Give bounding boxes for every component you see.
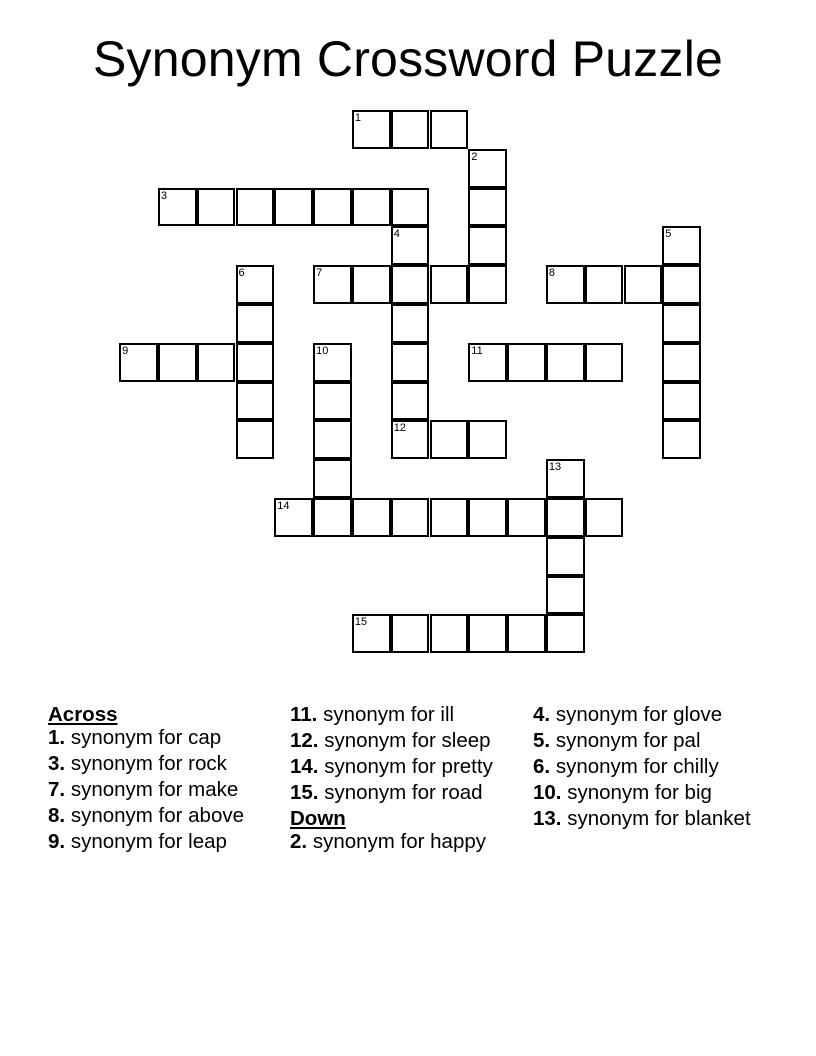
clue-down-4 <box>533 703 773 726</box>
crossword-cell[interactable] <box>197 343 236 382</box>
clue-down-13 <box>533 807 773 830</box>
crossword-cell[interactable] <box>430 614 469 653</box>
crossword-cell-2[interactable] <box>468 149 507 188</box>
crossword-cell[interactable] <box>313 459 352 498</box>
crossword-cell[interactable] <box>585 265 624 304</box>
crossword-cell[interactable] <box>468 188 507 227</box>
clue-across-9 <box>48 830 288 853</box>
crossword-cell[interactable] <box>662 382 701 421</box>
crossword-cell[interactable] <box>236 343 275 382</box>
crossword-cell[interactable] <box>391 110 430 149</box>
crossword-cell[interactable] <box>468 614 507 653</box>
crossword-cell[interactable] <box>313 498 352 537</box>
crossword-cell[interactable] <box>430 265 469 304</box>
cell-number: 2 <box>471 150 478 163</box>
crossword-cell[interactable] <box>391 188 430 227</box>
clue-number: 7. <box>48 778 66 801</box>
crossword-cell[interactable] <box>546 537 585 576</box>
cell-number: 9 <box>122 344 129 357</box>
crossword-cell[interactable] <box>197 188 236 227</box>
clue-across-7 <box>48 778 288 801</box>
cell-number: 1 <box>354 112 362 124</box>
clue-number: 2. <box>290 830 308 853</box>
crossword-cell-4[interactable] <box>391 226 430 265</box>
crossword-cell-8[interactable] <box>546 265 585 304</box>
crossword-cell[interactable] <box>352 498 391 537</box>
crossword-cell[interactable] <box>391 498 430 537</box>
clue-down-2 <box>290 830 530 853</box>
crossword-cell[interactable] <box>391 265 430 304</box>
cell-number: 12 <box>393 422 406 435</box>
crossword-cell[interactable] <box>468 420 507 459</box>
crossword-cell-9[interactable] <box>119 343 158 382</box>
clue-text: synonym for make <box>70 778 239 801</box>
crossword-cell[interactable] <box>468 265 507 304</box>
crossword-cell[interactable] <box>430 420 469 459</box>
clue-number: 13. <box>533 807 562 830</box>
clue-number: 12. <box>290 729 319 752</box>
cell-number: 3 <box>160 189 168 202</box>
cell-number: 7 <box>316 267 323 280</box>
clue-number: 11. <box>290 703 318 726</box>
crossword-cell[interactable] <box>236 382 275 421</box>
crossword-cell[interactable] <box>430 110 469 149</box>
clue-text: synonym for above <box>70 804 245 827</box>
crossword-cell-14[interactable] <box>274 498 313 537</box>
crossword-cell[interactable] <box>313 188 352 227</box>
crossword-cell[interactable] <box>274 188 313 227</box>
clue-number: 6. <box>533 755 551 778</box>
cell-number: 6 <box>238 267 245 280</box>
clue-text: synonym for rock <box>70 752 227 775</box>
crossword-cell-15[interactable] <box>352 614 391 653</box>
clue-number: 10. <box>533 781 562 804</box>
crossword-cell[interactable] <box>546 576 585 615</box>
clue-text: synonym for happy <box>312 830 487 853</box>
clue-down-10 <box>533 781 773 804</box>
cell-number: 5 <box>665 228 672 241</box>
crossword-cell-13[interactable] <box>546 459 585 498</box>
crossword-cell[interactable] <box>236 420 275 459</box>
clue-across-12 <box>290 729 530 752</box>
clue-number: 5. <box>533 729 551 752</box>
clue-text: synonym for ill <box>323 703 455 726</box>
crossword-cell-12[interactable] <box>391 420 430 459</box>
clue-down-6 <box>533 755 773 778</box>
crossword-cell[interactable] <box>468 226 507 265</box>
clue-across-11 <box>290 703 530 726</box>
cell-number: 10 <box>316 344 329 357</box>
crossword-cell[interactable] <box>662 304 701 343</box>
crossword-cell[interactable] <box>236 304 275 343</box>
clue-text: synonym for big <box>567 781 712 804</box>
clue-number: 4. <box>533 703 551 726</box>
cell-number: 15 <box>354 616 368 629</box>
clue-number: 14. <box>290 755 319 778</box>
clue-text: synonym for pal <box>555 729 701 752</box>
clue-across-14 <box>290 755 530 778</box>
across-heading: Across <box>48 703 118 726</box>
crossword-cell[interactable] <box>391 304 430 343</box>
crossword-cell-5[interactable] <box>662 226 701 265</box>
crossword-cell-1[interactable] <box>352 110 391 149</box>
crossword-cell[interactable] <box>585 343 624 382</box>
crossword-cell-3[interactable] <box>158 188 197 227</box>
clue-number: 8. <box>48 804 66 827</box>
page-title: Synonym Crossword Puzzle <box>92 31 724 87</box>
crossword-cell[interactable] <box>391 343 430 382</box>
crossword-cell[interactable] <box>662 265 701 304</box>
clue-number: 9. <box>48 830 66 853</box>
crossword-cell[interactable] <box>313 382 352 421</box>
crossword-cell[interactable] <box>236 188 275 227</box>
clue-across-3 <box>48 752 288 775</box>
clue-text: synonym for pretty <box>324 755 493 778</box>
crossword-cell-7[interactable] <box>313 265 352 304</box>
clue-text: synonym for leap <box>70 830 227 853</box>
clue-across-15 <box>290 781 530 804</box>
crossword-cell[interactable] <box>158 343 197 382</box>
clues-column-1 <box>48 703 288 856</box>
clue-across-8 <box>48 804 288 827</box>
clue-across-1 <box>48 726 288 749</box>
crossword-cell[interactable] <box>662 420 701 459</box>
crossword-cell-11[interactable] <box>468 343 507 382</box>
cell-number: 4 <box>393 228 400 241</box>
clues-column-3 <box>533 703 773 833</box>
crossword-cell[interactable] <box>507 343 546 382</box>
clue-text: synonym for blanket <box>567 807 751 830</box>
crossword-cell[interactable] <box>430 498 469 537</box>
crossword-cell[interactable] <box>391 614 430 653</box>
cell-number: 14 <box>277 500 290 512</box>
clue-number: 3. <box>48 752 66 775</box>
crossword-cell[interactable] <box>662 343 701 382</box>
clues-column-2 <box>290 703 530 856</box>
crossword-cell[interactable] <box>468 498 507 537</box>
crossword-cell[interactable] <box>624 265 663 304</box>
crossword-cell-6[interactable] <box>236 265 275 304</box>
crossword-cell[interactable] <box>507 498 546 537</box>
crossword-cell[interactable] <box>352 265 391 304</box>
clue-number: 1. <box>48 726 66 749</box>
clue-text: synonym for road <box>324 781 483 804</box>
cell-number: 11 <box>471 344 483 357</box>
cell-number: 8 <box>548 267 556 280</box>
crossword-cell[interactable] <box>585 498 624 537</box>
clue-text: synonym for glove <box>555 703 723 726</box>
clue-down-5 <box>533 729 773 752</box>
crossword-cell[interactable] <box>546 614 585 653</box>
crossword-cell[interactable] <box>391 382 430 421</box>
clue-text: synonym for sleep <box>324 729 491 752</box>
cell-number: 13 <box>548 461 562 474</box>
clue-number: 15. <box>290 781 319 804</box>
down-heading: Down <box>290 807 346 830</box>
crossword-cell[interactable] <box>507 614 546 653</box>
crossword-cell[interactable] <box>546 343 585 382</box>
clue-text: synonym for cap <box>70 726 222 749</box>
crossword-cell[interactable] <box>313 420 352 459</box>
crossword-cell[interactable] <box>352 188 391 227</box>
clue-text: synonym for chilly <box>555 755 719 778</box>
crossword-cell-10[interactable] <box>313 343 352 382</box>
crossword-cell[interactable] <box>546 498 585 537</box>
